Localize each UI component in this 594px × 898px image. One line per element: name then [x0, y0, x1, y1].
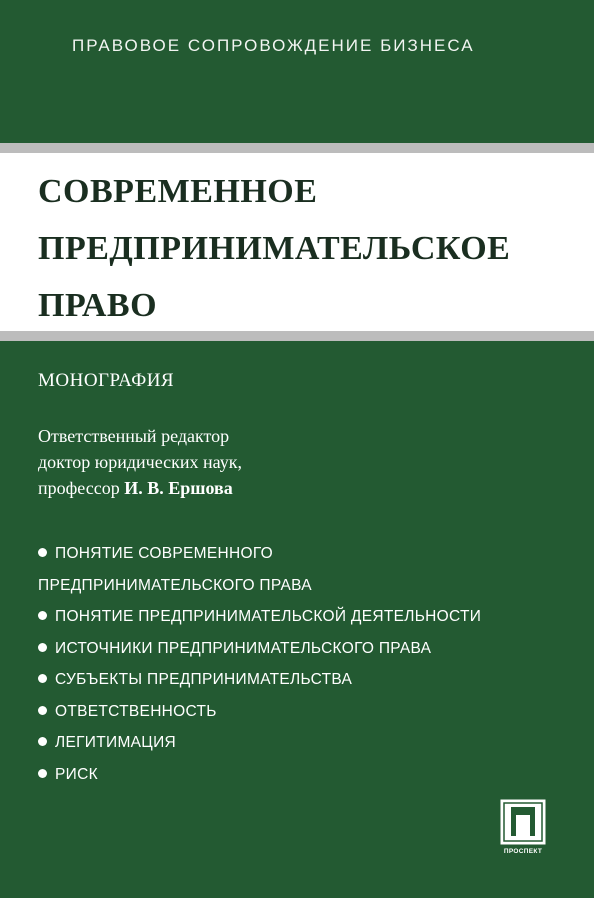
- title-band-top-border: [0, 143, 594, 153]
- topic-item: [38, 601, 481, 633]
- topic-item: [38, 759, 481, 791]
- publisher-logo-icon: [500, 799, 546, 845]
- book-title-line: СОВРЕМЕННОЕ: [38, 173, 318, 210]
- topic-item: [38, 727, 481, 759]
- book-title: [38, 163, 510, 334]
- topic-item: [38, 696, 481, 728]
- bullet-icon: [38, 674, 47, 683]
- editor-block: [38, 423, 242, 501]
- bullet-icon: [38, 548, 47, 557]
- topic-item: [38, 664, 481, 696]
- editor-degree: доктор юридических наук,: [38, 452, 242, 472]
- topic-label: СУБЪЕКТЫ ПРЕДПРИНИМАТЕЛЬСТВА: [55, 671, 353, 688]
- book-title-line: ПРЕДПРИНИМАТЕЛЬСКОЕ: [38, 230, 511, 267]
- topic-label: ЛЕГИТИМАЦИЯ: [55, 734, 177, 751]
- editor-name: И. В. Ершова: [124, 478, 233, 498]
- topic-label: ПОНЯТИЕ СОВРЕМЕННОГО: [55, 545, 274, 562]
- topic-label: ИСТОЧНИКИ ПРЕДПРИНИМАТЕЛЬСКОГО ПРАВА: [55, 639, 432, 657]
- bullet-icon: [38, 706, 47, 715]
- publisher-name: ПРОСПЕКТ: [503, 848, 543, 855]
- bullet-icon: [38, 737, 47, 746]
- genre-label: МОНОГРАФИЯ: [38, 370, 175, 391]
- book-title-line: ПРАВО: [38, 287, 158, 324]
- editor-rank: профессор: [38, 478, 125, 498]
- bullet-icon: [38, 611, 47, 620]
- topic-item: [38, 538, 481, 570]
- topic-label: РИСК: [55, 765, 98, 783]
- series-title: ПРАВОВОЕ СОПРОВОЖДЕНИЕ БИЗНЕСА: [72, 36, 475, 55]
- topic-label: ПРЕДПРИНИМАТЕЛЬСКОГО ПРАВА: [38, 576, 312, 594]
- editor-role: Ответственный редактор: [38, 426, 230, 446]
- topic-item: [38, 633, 481, 665]
- topic-item-continuation: [38, 570, 481, 602]
- bullet-icon: [38, 769, 47, 778]
- editor-title-line: [38, 475, 242, 501]
- topic-label: ОТВЕТСТВЕННОСТЬ: [55, 702, 217, 720]
- topics-list: [38, 538, 481, 790]
- topic-label: ПОНЯТИЕ ПРЕДПРИНИМАТЕЛЬСКОЙ ДЕЯТЕЛЬНОСТИ: [55, 608, 482, 625]
- bullet-icon: [38, 643, 47, 652]
